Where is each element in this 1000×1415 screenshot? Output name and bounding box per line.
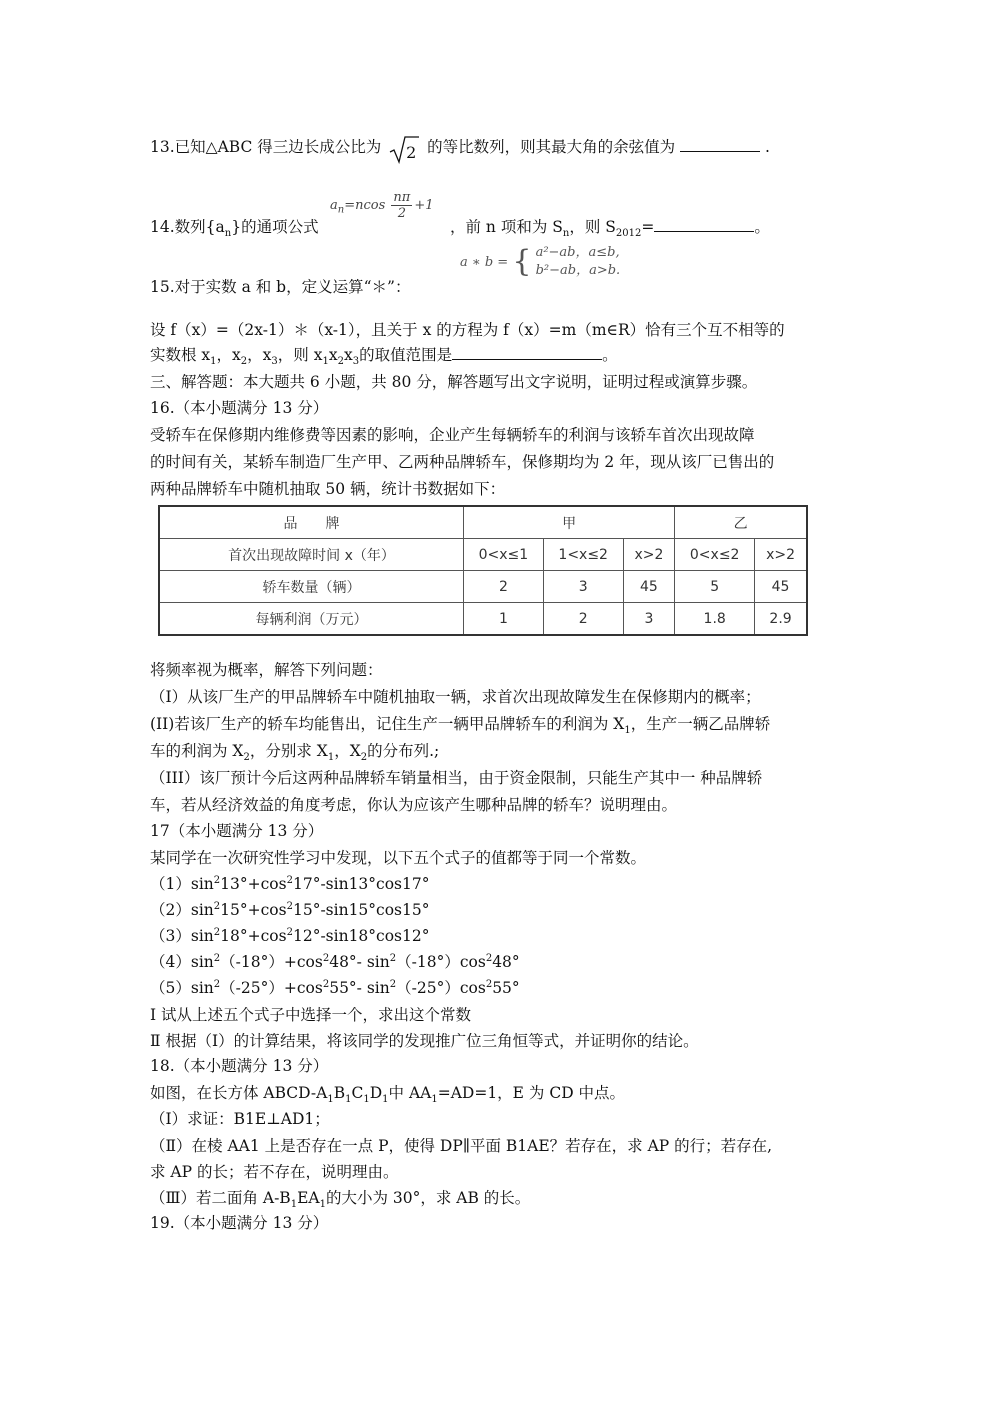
sub-1: 1 [624,725,631,737]
q18-part-2 [150,1134,772,1156]
q17-item-4 [150,950,520,972]
header-yi: 乙 [675,506,807,539]
table-cell: 0<x≤1 [464,539,544,571]
table-cell: 1<x≤2 [543,539,623,571]
item-part: sin [190,875,214,893]
table-cell: 1.8 [675,603,755,636]
table-row [159,603,807,636]
q16-part-2-c: 车的利润为 X [150,742,244,760]
sqrt-expression [389,138,419,160]
q18-part-2-cont: 求 AP 的长；若不存在，说明理由。 [150,1163,399,1181]
q14-line-b [450,215,770,239]
q18-intro-c: C [351,1084,364,1102]
item-part: sin [190,901,214,919]
item-part: （-25°）cos [396,979,486,997]
q18-part-2-b: 1AE？若存在，求 AP 的行；若存在, [517,1137,773,1155]
q17-sub-1: Ⅰ 试从上述五个式子中选择一个，求出这个常数 [150,1006,472,1024]
q16-p2: 的时间有关，某轿车制造厂生产甲、乙两种品牌轿车，保修期均为 2 年，现从该厂已售出的 [150,453,775,471]
q16-p3: 两种品牌轿车中随机抽取 50 辆，统计书数据如下： [150,480,506,498]
q14-text-b: }的通项公式 [231,218,319,236]
item-part: （-25°）+cos [220,979,323,997]
header-jia: 甲 [464,506,675,539]
q18-intro-f: =AD=1，E 为 CD 中点。 [437,1084,626,1102]
item-num: （3） [150,927,191,945]
item-part: 55°- sin [329,979,390,997]
table-cell: x>2 [755,539,807,571]
q16-part-2-d: ，分别求 X [249,742,328,760]
item-part: （-18°）+cos [220,953,323,971]
q14-answer-blank[interactable] [654,217,754,232]
formula-a: a [330,198,338,213]
sub-1: 1 [290,1199,298,1211]
sub-2: 2 [243,752,250,764]
item-part: 17°-sin13°cos17° [292,875,430,893]
table-cell: 45 [755,571,807,603]
formula-tail: +1 [414,198,434,213]
sub-2: 2 [360,752,368,764]
q16-p1: 受轿车在保修期内维修费等因素的影响，企业产生每辆轿车的利润与该轿车首次出现故障 [150,426,755,444]
sub-3: 3 [271,356,278,368]
sub-2b: 2 [337,356,344,368]
q19-head: 19.（本小题满分 13 分） [150,1214,329,1232]
q16-part-2-b: ，生产一辆乙品牌轿 [630,715,771,733]
q13-text: 13.已知△ABC 得三边长成公比为 [150,138,382,156]
q16-part-2-e: ，X [334,742,361,760]
q14-end: 。 [754,218,770,236]
q16-part-2-cont [150,739,439,763]
q13-answer-blank[interactable] [680,137,760,152]
table-row [159,571,807,603]
table-cell: 3 [543,571,623,603]
q17-item-2 [150,898,430,920]
q13-line [150,135,770,160]
q15-condition: 设 f（x）=（2x-1）＊（x-1），且关于 x 的方程为 f（x）=m（m∈R）恰有三个互不相等的 [150,321,785,339]
q18-intro-a: 如图，在长方体 ABCD-A [150,1084,328,1102]
item-part: sin [190,927,214,945]
sup-2: 2 [213,952,221,964]
table-cell: 2.9 [755,603,807,636]
roots-text-b: ，x [216,346,241,364]
q13-period: . [765,138,770,156]
row-label-count: 轿车数量（辆） [159,571,464,603]
q16-part-3: （III）该厂预计今后这两种品牌轿车销量相当，由于资金限制，只能生产其中一 种品牌轿 [150,769,763,787]
formula-ncos: =ncos [344,198,386,213]
table-cell: 5 [675,571,755,603]
sup-2: 2 [286,926,293,938]
item-part: 48° [492,953,520,971]
sup-2: 2 [389,952,397,964]
q17-head: 17（本小题满分 13 分） [150,822,324,840]
q18-part-3-c: 的大小为 30°，求 AB 的长。 [325,1189,531,1207]
roots-end: 。 [602,346,618,364]
item-num: （4） [150,953,191,971]
item-part: 12°-sin18°cos12° [292,927,430,945]
frac-denominator: 2 [397,206,406,221]
sqrt-number: 2 [406,143,417,162]
q15-condition-2: 实数根 $x_1$，$x_2$，$x_3$，则 $x_1x_2x_3$的取值范围是 。 [150,346,618,368]
header-brand: 品 牌 [159,506,464,539]
q14-sub-2012: 2012 [615,228,642,240]
car-data-table [158,505,808,636]
q14-sub-n: n [224,228,232,240]
q16-part-2-a: (II)若该厂生产的轿车均能售出，记住生产一辆甲品牌轿车的利润为 X [150,715,625,733]
table-cell: x>2 [623,539,675,571]
q18-part-3-b: EA [297,1189,320,1207]
q16-part-3-cont: 车，若从经济效益的角度考虑，你认为应该产生哪种品牌的轿车？说明理由。 [150,796,678,814]
def-cases [536,244,621,280]
q13-text-b: 的等比数列，则其最大角的余弦值为 [427,138,676,156]
sub-1: 1 [382,1094,389,1106]
q14-text-d: ，则 S [569,218,616,236]
q17-item-1 [150,872,430,894]
roots-text: 实数根 x [150,346,211,364]
q18-part-1: （Ⅰ）求证：B1E⊥AD1； [150,1110,330,1128]
item-num: （2） [150,901,191,919]
sub-1: 1 [319,1199,326,1211]
formula-fraction [391,190,412,221]
table-cell: 2 [464,571,544,603]
def-case-1: a²−ab，a≤b, [535,245,620,260]
sub-3b: 3 [352,356,360,368]
sub-1: 1 [327,1094,334,1106]
sub-1: 1 [210,356,217,368]
q17-sub-2: Ⅱ 根据（Ⅰ）的计算结果，将该同学的发现推广位三角恒等式，并证明你的结论。 [150,1032,699,1050]
item-part: （-18°）cos [396,953,486,971]
table-cell: 0<x≤2 [675,539,755,571]
q18-intro-e: 中 AA [388,1084,432,1102]
table-row [159,506,807,539]
q17-intro: 某同学在一次研究性学习中发现，以下五个式子的值都等于同一个常数。 [150,849,647,867]
item-part: 48°- sin [329,953,390,971]
q17-item-3 [150,924,430,946]
q14-text: 14.数列{a [150,218,225,236]
sub-1: 1 [431,1094,438,1106]
sub-1b: 1 [322,356,329,368]
item-part: 55° [492,979,520,997]
q16-part-2-f: 的分布列.; [367,742,440,760]
q16-head: 16.（本小题满分 13 分） [150,399,329,417]
sup-2: 2 [213,874,221,886]
sub-1: 1 [345,1094,352,1106]
q18-part-3-a: （Ⅲ）若二面角 A-B [150,1189,291,1207]
def-lhs: a ∗ b = [460,254,509,270]
sup-2: 2 [485,952,493,964]
table-cell: 3 [623,603,675,636]
table-row [159,539,807,571]
def-case-2: b²−ab，a>b. [535,263,621,278]
frac-numerator: nπ [393,190,411,205]
q18-head: 18.（本小题满分 13 分） [150,1057,329,1075]
q16-part-1: （I）从该厂生产的甲品牌轿车中随机抽取一辆，求首次出现故障发生在保修期内的概率； [150,688,761,706]
q15-answer-blank[interactable] [452,345,602,360]
q14-formula [330,190,434,221]
item-part: 15°-sin15°cos15° [292,901,430,919]
item-part: 15°+cos [220,901,287,919]
q15-definition [460,244,620,280]
sub-1: 1 [327,752,335,764]
roots-text-e: 的取值范围是 [359,346,453,364]
sup-2: 2 [213,926,221,938]
sup-2: 2 [322,952,330,964]
item-num: （1） [150,875,191,893]
sup-2: 2 [485,978,493,990]
roots-text-c: ，x [247,346,272,364]
q14-text-c: ，前 n 项和为 S [450,218,563,236]
sup-2: 2 [213,900,221,912]
q17-item-5 [150,976,520,998]
q18-part-2-a: （Ⅱ）在棱 AA1 上是否存在一点 P，使得 DP∥平面 B [150,1137,518,1155]
sup-2: 2 [389,978,397,990]
item-num: （5） [150,979,191,997]
sup-2: 2 [322,978,330,990]
section-3-heading: 三、解答题：本大题共 6 小题，共 80 分，解答题写出文字说明，证明过程或演算步骤。 [150,373,758,391]
q14-sub-n2: n [562,228,570,240]
row-label-profit: 每辆利润（万元） [159,603,464,636]
table-cell: 45 [623,571,675,603]
row-label-time: 首次出现故障时间 x（年） [159,539,464,571]
q14-line [150,215,319,239]
sub-2: 2 [240,356,248,368]
item-part: 18°+cos [220,927,287,945]
q15-line: 15.对于实数 a 和 b，定义运算“＊”： [150,278,411,296]
sub-1: 1 [363,1094,370,1106]
item-part: 13°+cos [220,875,287,893]
sup-2: 2 [286,900,293,912]
roots-text-d: ，则 x [277,346,323,364]
q18-intro-d: D [369,1084,383,1102]
table-cell: 2 [543,603,623,636]
item-part: sin [190,953,214,971]
sup-2: 2 [213,978,221,990]
q18-intro [150,1081,625,1105]
table-cell: 1 [464,603,544,636]
q18-intro-b: B [333,1084,346,1102]
q18-part-3 [150,1186,530,1210]
q16-part-2 [150,712,770,736]
q16-intro: 将频率视为概率，解答下列问题： [150,661,383,679]
formula-sub: n [337,204,345,216]
item-part: sin [190,979,214,997]
q14-text-e: = [641,218,655,236]
def-brace-icon: { [512,244,532,279]
sup-2: 2 [286,874,293,886]
